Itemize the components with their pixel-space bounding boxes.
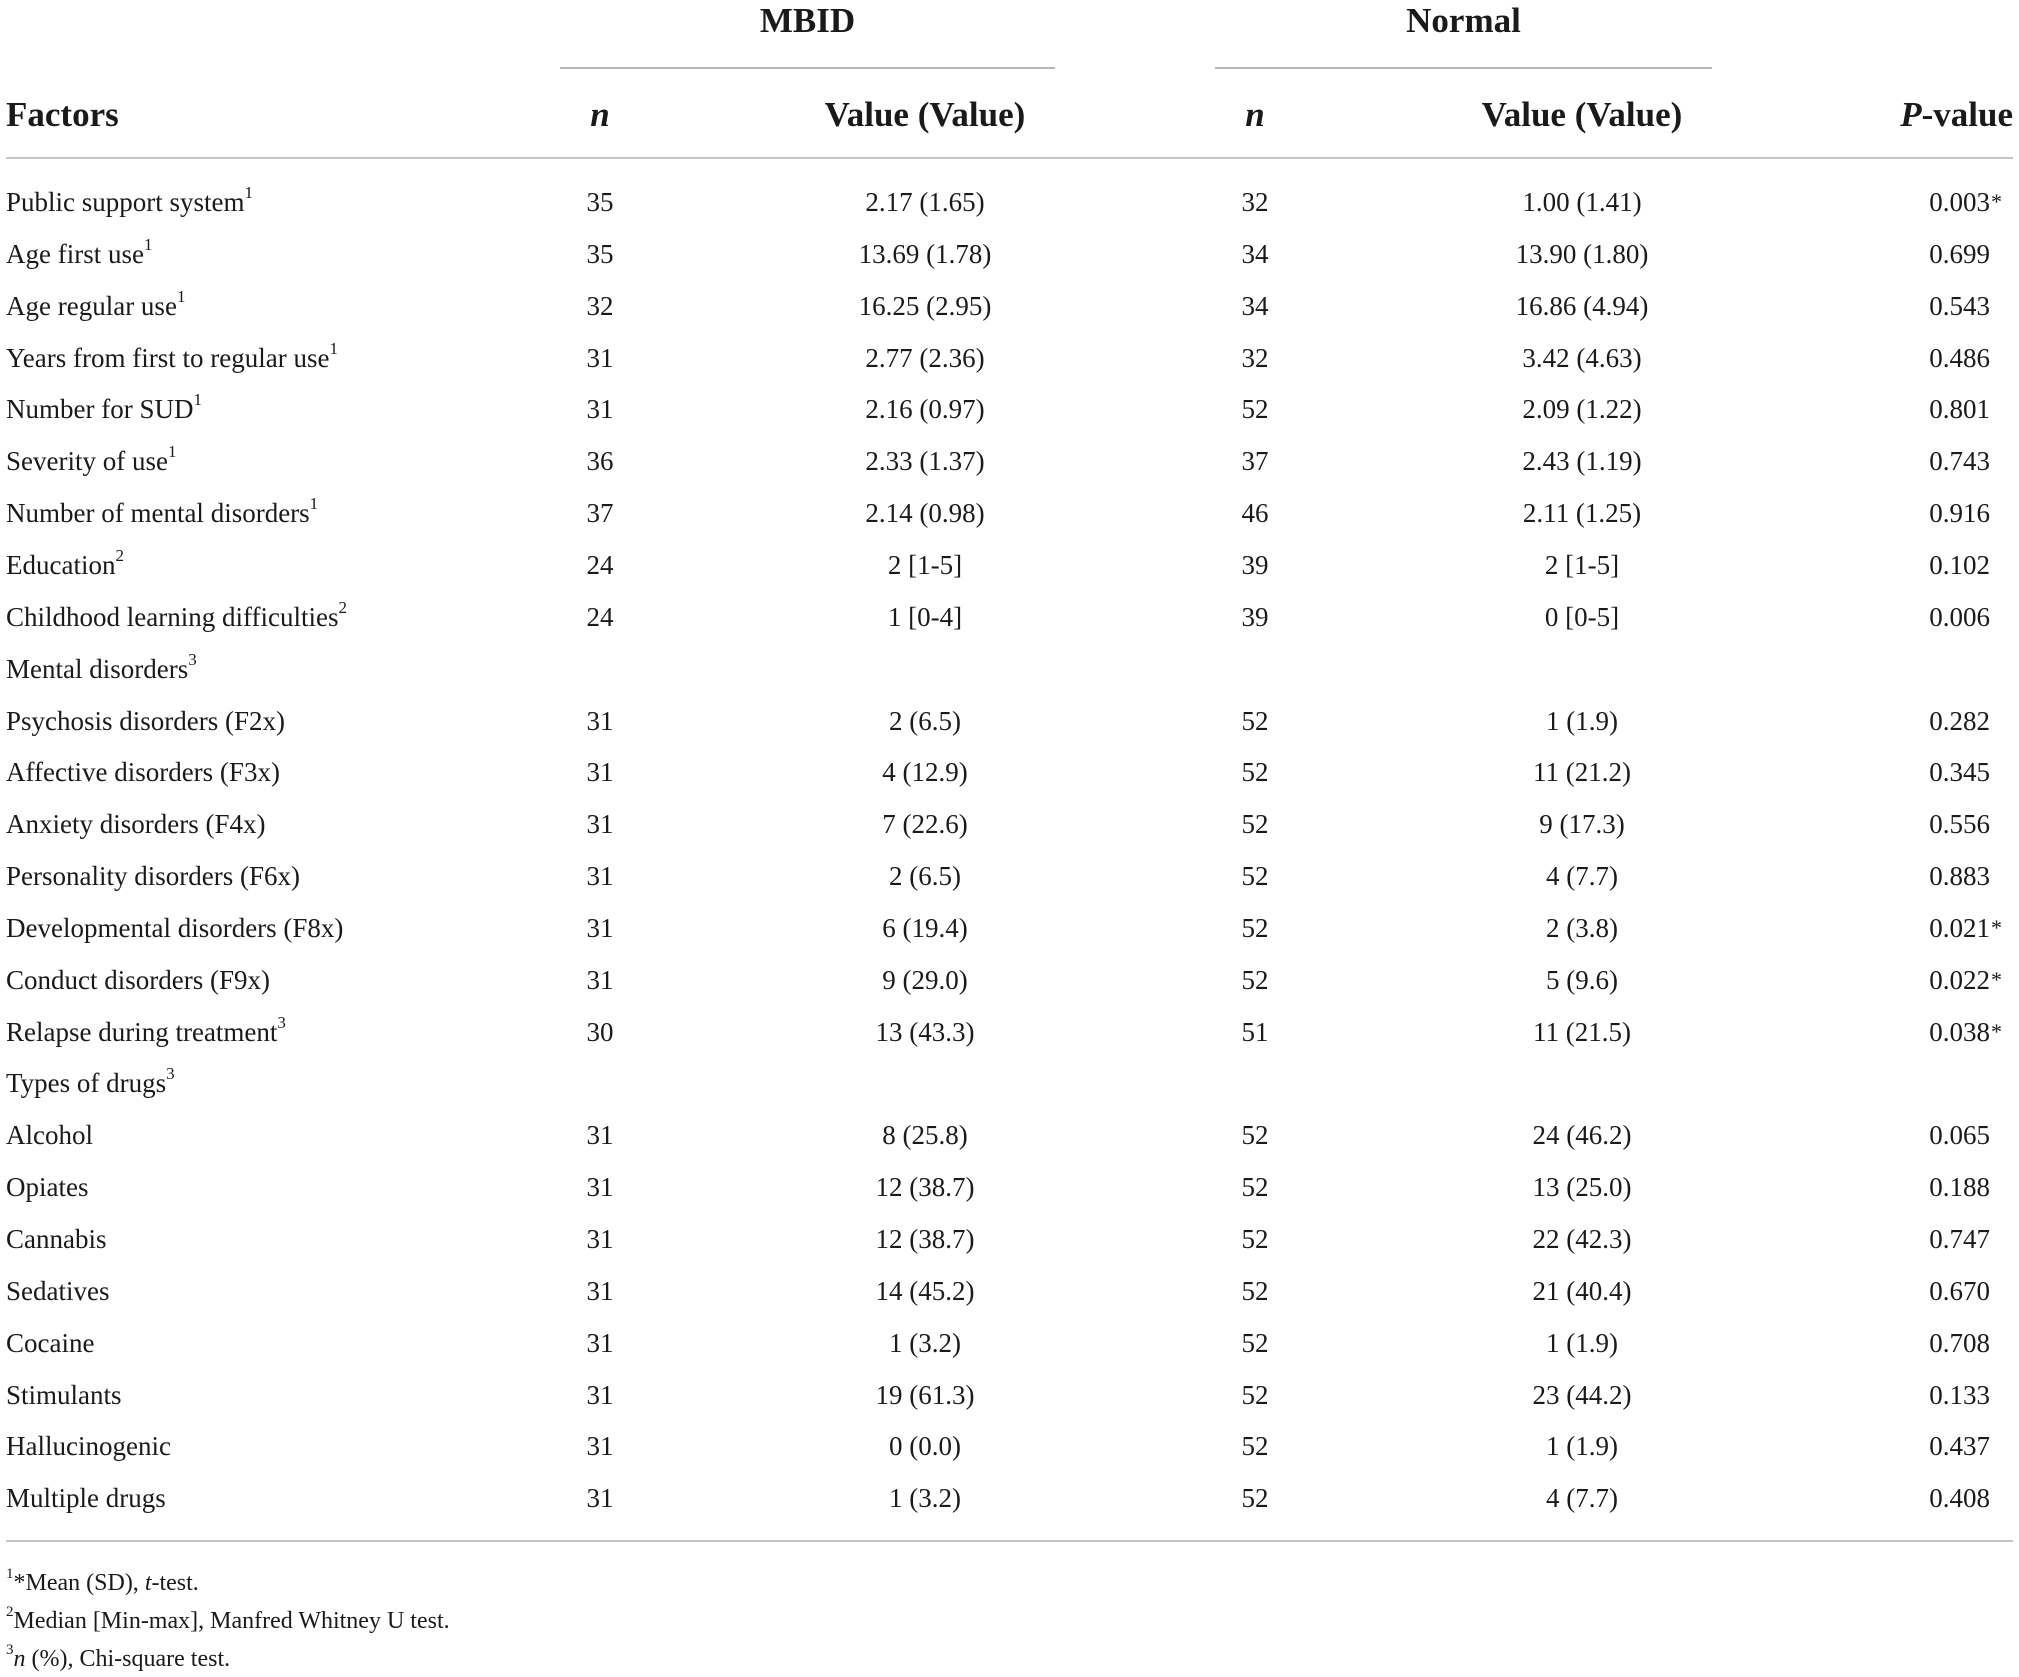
table-row (0, 1472, 2019, 1524)
row-p-value: 0.543 (1929, 290, 1990, 321)
group-rule-normal (1215, 67, 1712, 69)
row-factor: Public support system$^1$ (6, 183, 254, 217)
footnote-marker: 1 (244, 183, 254, 202)
row-p-value: 0.345 (1929, 757, 1990, 788)
row-factor: Opiates (6, 1172, 89, 1203)
row-value-normal: 1 (1.9) (1546, 1431, 1618, 1462)
footnote-marker: 1 (143, 234, 153, 254)
row-n-mbid: 32 (586, 290, 614, 321)
col-header-n-normal: n (1245, 95, 1265, 134)
row-p-value: 0.670 (1929, 1275, 1990, 1306)
row-n-mbid: 37 (586, 498, 614, 529)
table-row (0, 643, 2019, 695)
row-n-normal: 37 (1241, 446, 1269, 477)
row-n-normal: 32 (1241, 187, 1269, 217)
row-value-normal: 13 (25.0) (1532, 1172, 1632, 1203)
row-value-normal: 9 (17.3) (1539, 809, 1625, 840)
row-value-mbid: 7 (22.6) (882, 809, 968, 840)
row-value-mbid: 2.77 (2.36) (865, 342, 985, 373)
row-value-normal: 2 [1-5] (1544, 549, 1620, 580)
row-value-normal: 11 (21.5) (1533, 1016, 1631, 1047)
row-n-normal: 39 (1241, 601, 1269, 632)
row-n-mbid: 31 (586, 1379, 614, 1410)
row-n-mbid: 31 (586, 861, 614, 892)
row-value-mbid: 16.25 (2.95) (858, 290, 992, 321)
row-factor: Anxiety disorders (F4x) (6, 809, 266, 840)
row-value-normal: 2.09 (1.22) (1522, 394, 1642, 425)
row-significance-mark: * (1991, 1018, 2002, 1044)
row-n-normal: 52 (1241, 394, 1269, 425)
row-value-normal: 4 (7.7) (1546, 861, 1618, 892)
row-value-normal: 16.86 (4.94) (1515, 290, 1649, 321)
row-n-normal: 52 (1241, 809, 1269, 840)
row-p-value: 0.437 (1929, 1431, 1990, 1462)
row-factor: Cannabis (6, 1224, 107, 1254)
row-value-mbid: 2 (6.5) (889, 861, 961, 892)
row-p-value: 0.747 (1929, 1224, 1990, 1254)
row-value-normal: 1.00 (1.41) (1522, 187, 1642, 217)
row-value-normal: 22 (42.3) (1532, 1224, 1632, 1254)
row-value-normal: 5 (9.6) (1546, 964, 1618, 995)
row-factor: Hallucinogenic (6, 1431, 171, 1462)
table-row (0, 1006, 2019, 1058)
row-value-mbid: 4 (12.9) (882, 757, 968, 788)
row-value-mbid: 6 (19.4) (882, 912, 968, 943)
row-factor: Relapse during treatment$^3$ (6, 1012, 286, 1047)
row-n-normal: 52 (1241, 1275, 1269, 1306)
row-n-mbid: 24 (586, 549, 614, 580)
table-row (0, 487, 2019, 539)
table-row (0, 539, 2019, 591)
row-n-mbid: 31 (586, 1172, 614, 1203)
row-p-value: 0.801 (1929, 394, 1990, 425)
row-value-mbid: 1 [0-4] (887, 601, 963, 632)
row-n-mbid: 31 (586, 394, 614, 425)
footnote-marker: 2 (338, 597, 347, 617)
row-factor: Developmental disorders (F8x) (6, 912, 344, 943)
row-n-normal: 52 (1241, 1172, 1269, 1203)
row-value-mbid: 13 (43.3) (875, 1016, 975, 1047)
row-factor: Cocaine (6, 1327, 95, 1358)
table-row (0, 591, 2019, 643)
row-factor: Stimulants (6, 1379, 122, 1410)
row-n-mbid: 24 (586, 601, 614, 632)
footnote-marker: 1 (329, 338, 338, 358)
row-p-value: 0.743 (1929, 446, 1990, 477)
row-value-normal: 2 (3.8) (1546, 912, 1618, 943)
row-value-normal: 13.90 (1.80) (1515, 238, 1649, 269)
row-n-normal: 52 (1241, 1224, 1269, 1254)
row-n-mbid: 31 (586, 757, 614, 788)
row-value-normal: 4 (7.7) (1546, 1483, 1618, 1514)
row-value-normal: 2.11 (1.25) (1522, 498, 1642, 529)
col-header-n-mbid: n (590, 95, 610, 134)
row-value-mbid: 9 (29.0) (882, 964, 968, 995)
row-value-normal: 2.43 (1.19) (1522, 446, 1642, 477)
row-n-normal: 52 (1241, 705, 1269, 736)
row-p-value: 0.003 (1929, 187, 1990, 217)
row-p-value: 0.188 (1929, 1172, 1990, 1203)
row-p-value: 0.883 (1929, 861, 1990, 892)
row-factor: Personality disorders (F6x) (6, 861, 300, 892)
table-row (0, 1057, 2019, 1109)
row-p-value: 0.133 (1929, 1379, 1990, 1410)
table-row (0, 850, 2019, 902)
row-n-normal: 52 (1241, 964, 1269, 995)
row-value-mbid: 2.16 (0.97) (865, 394, 985, 425)
row-n-normal: 52 (1241, 757, 1269, 788)
footnote-marker: 3 (277, 1012, 286, 1032)
row-value-normal: 11 (21.2) (1533, 757, 1631, 788)
row-n-mbid: 30 (586, 1016, 614, 1047)
row-factor: Education$^2$ (6, 545, 124, 580)
row-n-normal: 52 (1241, 1483, 1269, 1514)
footnote-1: $^1$*Mean (SD), t-test. (6, 1566, 199, 1596)
row-n-normal: 34 (1241, 290, 1269, 321)
row-factor: Years from first to regular use$^1$ (6, 338, 338, 373)
table-row (0, 902, 2019, 954)
row-value-mbid: 12 (38.7) (875, 1224, 975, 1254)
row-value-mbid: 1 (3.2) (889, 1327, 961, 1358)
row-value-normal: 1 (1.9) (1546, 1327, 1618, 1358)
table-row (0, 695, 2019, 747)
col-header-p-value: P-value (1900, 95, 2013, 134)
row-n-normal: 52 (1241, 912, 1269, 943)
row-p-value: 0.102 (1929, 549, 1990, 580)
row-p-value: 0.038 (1929, 1016, 1990, 1047)
row-n-mbid: 31 (586, 1275, 614, 1306)
row-p-value: 0.486 (1929, 342, 1990, 373)
row-significance-mark: * (1991, 189, 2002, 214)
row-n-normal: 34 (1241, 238, 1269, 269)
row-factor: Conduct disorders (F9x) (6, 964, 270, 995)
row-value-normal: 23 (44.2) (1532, 1379, 1632, 1410)
row-value-mbid: 12 (38.7) (875, 1172, 975, 1203)
row-factor: Psychosis disorders (F2x) (6, 705, 286, 736)
row-n-normal: 52 (1241, 1379, 1269, 1410)
row-value-mbid: 14 (45.2) (875, 1275, 975, 1306)
row-value-normal: 0 [0-5] (1544, 601, 1620, 632)
row-value-mbid: 19 (61.3) (875, 1379, 975, 1410)
table-row (0, 746, 2019, 798)
row-factor: Age first use$^1$ (6, 234, 153, 269)
table-row (0, 1161, 2019, 1213)
row-n-mbid: 31 (586, 342, 614, 373)
footnote-marker: 1 (167, 442, 177, 462)
row-value-mbid: 2.17 (1.65) (865, 187, 985, 217)
row-value-normal: 1 (1.9) (1546, 705, 1618, 736)
row-n-mbid: 31 (586, 1327, 614, 1358)
footnote-marker: 3 (166, 1064, 175, 1084)
row-n-normal: 51 (1241, 1016, 1269, 1047)
row-n-normal: 32 (1241, 342, 1269, 373)
row-value-mbid: 2 [1-5] (887, 549, 963, 580)
row-factor: Sedatives (6, 1275, 110, 1306)
group-rule-mbid (560, 67, 1055, 69)
row-value-normal: 24 (46.2) (1532, 1120, 1632, 1151)
table-row (0, 176, 2019, 228)
row-factor: Severity of use$^1$ (6, 442, 177, 477)
row-p-value: 0.699 (1929, 238, 1990, 269)
row-value-mbid: 2.14 (0.98) (865, 498, 985, 529)
table-row (0, 332, 2019, 384)
footnote-2: $^2$Median [Min-max], Manfred Whitney U test. (6, 1604, 450, 1634)
table-row (0, 798, 2019, 850)
row-p-value: 0.022 (1929, 964, 1990, 995)
row-value-normal: 3.42 (4.63) (1522, 342, 1642, 373)
group-header-mbid: MBID (759, 1, 856, 40)
row-p-value: 0.282 (1929, 705, 1990, 736)
row-n-normal: 46 (1241, 498, 1269, 529)
row-value-mbid: 1 (3.2) (889, 1483, 961, 1514)
footnote-marker: 2 (115, 545, 124, 565)
row-n-mbid: 31 (586, 1483, 614, 1514)
row-n-normal: 52 (1241, 1327, 1269, 1358)
row-n-mbid: 35 (586, 238, 614, 269)
table-row (0, 1265, 2019, 1317)
table-row (0, 954, 2019, 1006)
row-n-mbid: 31 (586, 809, 614, 840)
row-significance-mark: * (1991, 966, 2002, 992)
col-header-value-mbid: Value (Value) (824, 95, 1026, 134)
row-factor: Number of mental disorders$^1$ (6, 494, 319, 529)
table-row (0, 1369, 2019, 1421)
row-n-normal: 39 (1241, 549, 1269, 580)
row-factor: Number for SUD$^1$ (6, 390, 202, 425)
row-n-mbid: 31 (586, 964, 614, 995)
row-n-normal: 52 (1241, 1431, 1269, 1462)
table-row (0, 1213, 2019, 1265)
row-factor: Childhood learning difficulties$^2$ (6, 597, 347, 632)
row-value-mbid: 8 (25.8) (882, 1120, 968, 1151)
row-n-mbid: 35 (586, 187, 614, 217)
row-value-normal: 21 (40.4) (1532, 1275, 1632, 1306)
col-header-value-normal: Value (Value) (1481, 95, 1683, 134)
row-value-mbid: 2 (6.5) (889, 705, 961, 736)
row-p-value: 0.006 (1929, 601, 1990, 632)
row-p-value: 0.065 (1929, 1120, 1990, 1151)
row-significance-mark: * (1991, 914, 2002, 940)
row-factor: Mental disorders$^3$ (6, 649, 197, 684)
table-row (0, 228, 2019, 280)
row-factor: Age regular use$^1$ (6, 286, 186, 321)
table-row (0, 280, 2019, 332)
row-factor: Multiple drugs (6, 1483, 166, 1514)
row-n-normal: 52 (1241, 861, 1269, 892)
row-factor: Affective disorders (F3x) (6, 757, 280, 788)
table-row (0, 1420, 2019, 1472)
row-n-normal: 52 (1241, 1120, 1269, 1151)
row-p-value: 0.708 (1929, 1327, 1990, 1358)
table-row (0, 1109, 2019, 1161)
footnote-marker: 1 (193, 390, 202, 410)
header-rule (6, 157, 2013, 159)
row-p-value: 0.021 (1929, 912, 1990, 943)
row-n-mbid: 31 (586, 705, 614, 736)
row-n-mbid: 31 (586, 1120, 614, 1151)
row-value-mbid: 13.69 (1.78) (858, 238, 992, 269)
row-factor: Alcohol (6, 1120, 93, 1151)
footnote-marker: 1 (176, 286, 186, 306)
row-p-value: 0.556 (1929, 809, 1990, 840)
row-value-mbid: 0 (0.0) (889, 1431, 961, 1462)
footnote-3: $^3$n (%), Chi-square test. (6, 1642, 231, 1672)
group-header-normal: Normal (1406, 1, 1521, 40)
row-n-mbid: 36 (586, 446, 614, 477)
bottom-rule (6, 1540, 2013, 1542)
footnote-marker: 1 (309, 494, 319, 514)
row-n-mbid: 31 (586, 1431, 614, 1462)
row-n-mbid: 31 (586, 912, 614, 943)
table-row (0, 383, 2019, 435)
row-factor: Types of drugs$^3$ (6, 1064, 175, 1099)
footnote-marker: 3 (188, 649, 197, 669)
table-row (0, 435, 2019, 487)
row-value-mbid: 2.33 (1.37) (865, 446, 985, 477)
row-p-value: 0.916 (1929, 498, 1990, 529)
table-row (0, 1317, 2019, 1369)
row-n-mbid: 31 (586, 1224, 614, 1254)
col-header-factors: Factors (6, 95, 119, 134)
row-p-value: 0.408 (1929, 1483, 1990, 1514)
